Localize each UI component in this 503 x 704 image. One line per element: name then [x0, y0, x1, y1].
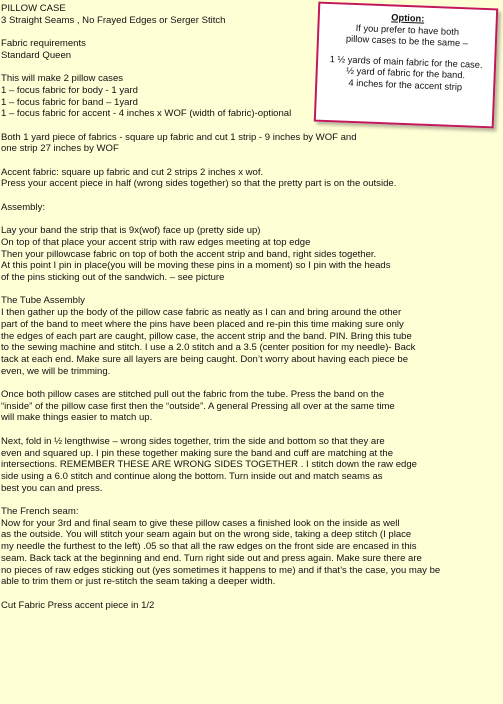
text-line: able to trim them or just re-stitch the seam taking a deeper width. — [1, 576, 276, 588]
text-line: 1 – focus fabric for band – 1yard — [1, 96, 138, 108]
text-line: “inside” of the pillow case first then the “outside”. A general Pressing all over at the same time — [1, 400, 395, 412]
paragraph-gap — [1, 214, 499, 226]
text-line: On top of that place your accent strip with raw edges meeting at top edge — [1, 236, 311, 248]
option-line: If you prefer to have both — [355, 22, 460, 37]
paragraph-gap — [1, 155, 499, 167]
text-line: Both 1 yard piece of fabrics - square up fabric and cut 1 strip - 9 inches by WOF and — [1, 131, 357, 143]
text-line: Lay your band the strip that is 9x(wof) face up (pretty side up) — [1, 225, 261, 237]
text-line: Press your accent piece in half (wrong sides together) so that the pretty part is on the outside. — [1, 178, 397, 190]
paragraph-gap — [1, 377, 499, 389]
text-line: even, we will be trimming. — [1, 365, 111, 377]
text-line: At this point I pin in place(you will be moving these pins in a moment) so I pin with the heads — [1, 260, 391, 272]
text-line: This will make 2 pillow cases — [1, 73, 124, 85]
text-line: my needle the furthest to the left) .05 so that all the raw edges on the front side are encased in this — [1, 541, 417, 553]
text-line: Assembly: — [1, 201, 46, 213]
option-line: ½ yard of fabric for the band. — [346, 65, 466, 81]
text-line: best you can and press. — [1, 482, 103, 494]
text-line: Accent fabric: square up fabric and cut 2 strips 2 inches x wof. — [1, 166, 264, 178]
text-line: side using a 6.0 stitch and continue along the bottom. Turn inside out and match seams as — [1, 470, 383, 482]
text-line: Next, fold in ½ lengthwise – wrong sides together, trim the side and bottom so that they are — [1, 435, 385, 447]
text-line: 3 Straight Seams , No Frayed Edges or Serger Stitch — [1, 14, 226, 26]
option-line: pillow cases to be the same – — [345, 33, 469, 49]
text-line: as the outside. You will stitch your seam again but on the wrong side, taking a deep stitch (I place — [1, 529, 412, 541]
text-line: no pieces of raw edges sticking out (yes sometimes it happens to me) and if that’s the case, you may be — [1, 564, 441, 576]
text-line: seam. Back tack at the beginning and end. Turn right side out and press again. Make sure there are — [1, 552, 422, 564]
document-title: PILLOW CASE — [1, 3, 66, 14]
text-line: Fabric requirements — [1, 38, 86, 50]
paragraph-gap — [1, 494, 499, 506]
text-line: one strip 27 inches by WOF — [1, 143, 119, 155]
option-title: Option: — [391, 12, 425, 24]
text-line: The Tube Assembly — [1, 295, 85, 307]
text-line: of the pins sticking out of the sandwich. – see picture — [1, 272, 225, 284]
text-line: The French seam: — [1, 506, 79, 518]
paragraph-gap — [1, 284, 499, 296]
text-line: will make things easier to match up. — [1, 412, 153, 424]
text-line: tack at each end. Make sure all layers are being caught. Don’t worry about having each piece be — [1, 353, 409, 365]
option-line: 4 inches for the accent strip — [348, 77, 463, 92]
text-line: the edges of each part are caught, pillow case, the accent strip and the band. PIN. Bring this tube — [1, 330, 412, 342]
text-line: 1 – focus fabric for accent - 4 inches x WOF (width of fabric)-optional — [1, 108, 292, 120]
text-line: Then your pillowcase fabric on top of both the accent strip and band, right sides together. — [1, 248, 377, 260]
text-line: Now for your 3rd and final seam to give these pillow cases a finished look on the inside as well — [1, 517, 400, 529]
text-line: Cut Fabric Press accent piece in 1/2 — [1, 599, 155, 611]
paragraph-gap — [1, 190, 499, 202]
text-line: Once both pillow cases are stitched pull out the fabric from the tube. Press the band on the — [1, 389, 385, 401]
text-line: Standard Queen — [1, 49, 72, 61]
option-line: 1 ½ yards of main fabric for the case. — [329, 53, 483, 70]
option-callout — [314, 2, 498, 129]
paragraph-gap — [1, 588, 499, 600]
paragraph-gap — [1, 424, 499, 436]
text-line: 1 – focus fabric for body - 1 yard — [1, 84, 138, 96]
text-line: even and squared up. I pin these together making sure the band and cuff are matching at the — [1, 447, 394, 459]
text-line: part of the band to meet where the pins have been placed and re-pin this time making sure only — [1, 318, 404, 330]
text-line: to the sewing machine and stitch. I use a 2.0 stitch and a 3.5 (center position for my needle)- Back — [1, 342, 416, 354]
text-line: intersections. REMEMBER THESE ARE WRONG SIDES TOGETHER . I stitch down the raw edge — [1, 459, 417, 471]
text-line: I then gather up the body of the pillow case fabric as neatly as I can and bring around the other — [1, 307, 402, 319]
